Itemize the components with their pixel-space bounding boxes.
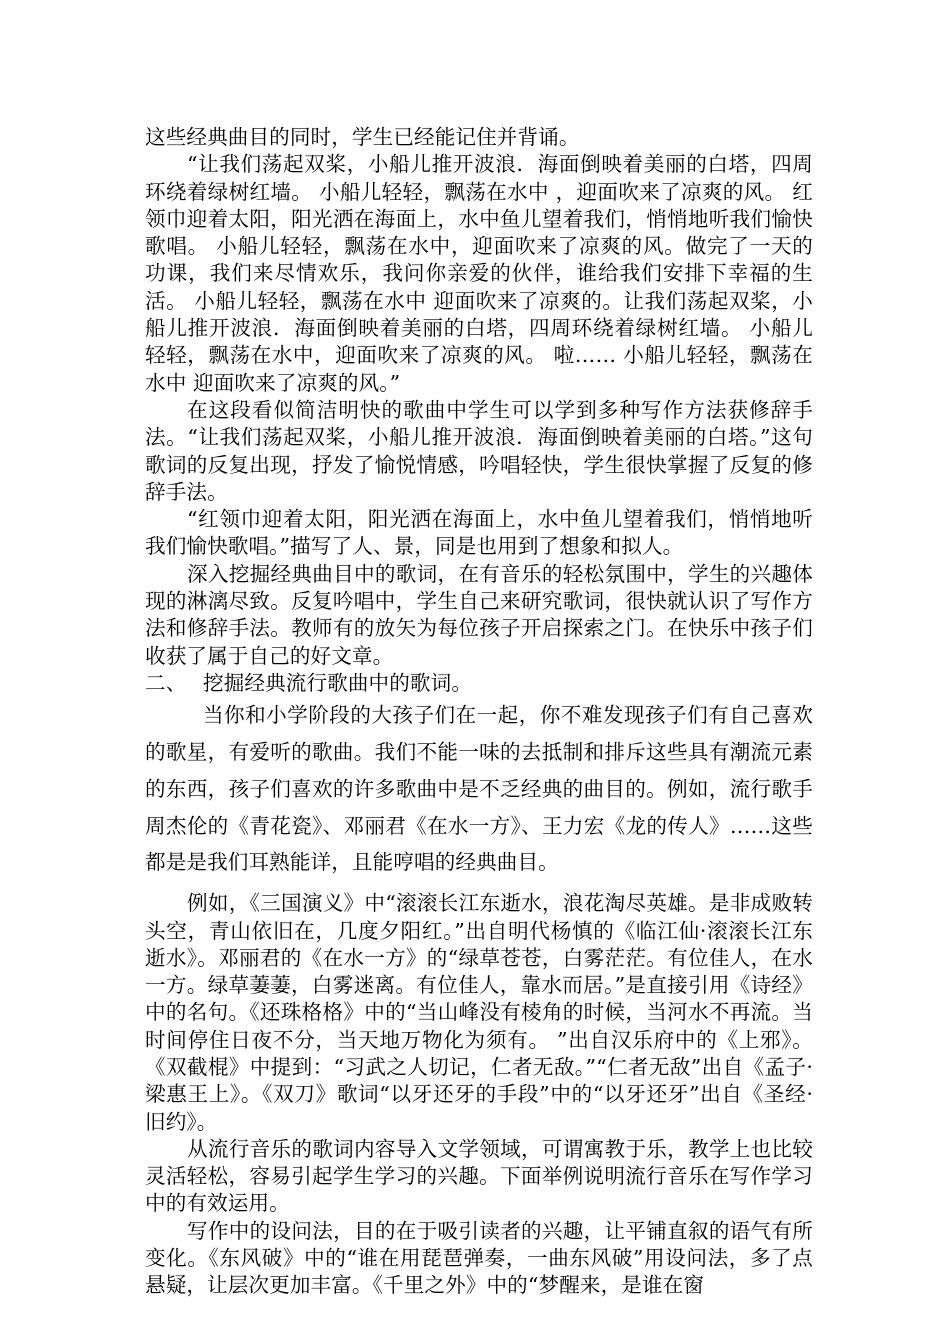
section-heading <box>145 670 813 697</box>
section-title: 挖掘经典流行歌曲中的歌词。 <box>203 670 473 695</box>
paragraph-examples: 例如，《三国演义》中“滚滚长江东逝水，浪花淘尽英雄。是非成败转头空，青山依旧在，几度夕阳红。”出自明代杨慎的《临江仙·滚滚长江东逝水》。邓丽君的《在水一方》的“绿草苍苍，白雾茫茫。有位佳人，在水一方。绿草萋萋，白雾迷离。有位佳人，靠水而居。”是直接引用《诗经》中的名句。《还珠格格》中的“当山峰没有棱角的时候，当河水不再流。当时间停住日夜不分，当天地万物化为须有。 ”出自汉乐府中的《上邪》。《双截棍》中提到：“习武之人切记，仁者无敌。”“仁者无敌”出自《孟子·梁惠王上》。《双刀》歌词“以牙还牙的手段”中的“以牙还牙”出自《圣经·旧约》。 <box>145 891 813 1134</box>
paragraph-continuation: 这些经典曲目的同时，学生已经能记住并背诵。 <box>145 125 580 149</box>
paragraph-analysis-repetition: 在这段看似简洁明快的歌曲中学生可以学到多种写作方法获修辞手法。“让我们荡起双桨，小船儿推开波浪．海面倒映着美丽的白塔。”这句歌词的反复出现，抒发了愉悦情感，吟唱轻快，学生很快掌握了反复的修辞手法。 <box>145 397 813 504</box>
paragraph-song-lyrics: “让我们荡起双桨，小船儿推开波浪．海面倒映着美丽的白塔，四周环绕着绿树红墙。 小船儿轻轻，飘荡在水中 ，迎面吹来了凉爽的风。 红领巾迎着太阳，阳光洒在海面上，水中鱼儿望着我们，悄悄地听我们愉快歌唱。 小船儿轻轻，飘荡在水中，迎面吹来了凉爽的风。做完了一天的功课，我们来尽情欢乐，我问你亲爱的伙伴，谁给我们安排下幸福的生活。 小船儿轻轻，飘荡在水中 迎面吹来了凉爽的。让我们荡起双桨，小船儿推开波浪．海面倒映着美丽的白塔，四周环绕着绿树红墙。 小船儿轻轻，飘荡在水中，迎面吹来了凉爽的风。 啦…… 小船儿轻轻，飘荡在水中 迎面吹来了凉爽的风。” <box>145 152 813 395</box>
paragraph-summary: 深入挖掘经典曲目中的歌词，在有音乐的轻松氛围中，学生的兴趣体现的淋漓尽致。反复吟唱中，学生自己来研究歌词，很快就认识了写作方法和修辞手法。教师有的放矢为每位孩子开启探索之门。在快乐中孩子们收获了属于自己的好文章。 <box>145 561 813 668</box>
section-number: 二、 <box>145 670 187 695</box>
paragraph-analysis-personification: “红领巾迎着太阳，阳光洒在海面上，水中鱼儿望着我们，悄悄地听我们愉快歌唱。”描写了人、景，同是也用到了想象和拟人。 <box>145 507 813 559</box>
paragraph-rhetorical-question: 写作中的设问法，目的在于吸引读者的兴趣，让平铺直叙的语气有所变化。《东风破》中的“谁在用琵琶弹奏，一曲东风破”用设问法，多了点悬疑，让层次更加丰富。《千里之外》中的“梦醒来，是谁在窗 <box>145 1218 813 1298</box>
document-page <box>145 124 813 1300</box>
paragraph-teaching: 从流行音乐的歌词内容导入文学领域，可谓寓教于乐，教学上也比较灵活轻松，容易引起学生学习的兴趣。下面举例说明流行音乐在写作学习中的有效运用。 <box>145 1136 813 1216</box>
paragraph-popular-songs: 当你和小学阶段的大孩子们在一起，你不难发现孩子们有自己喜欢的歌星，有爱听的歌曲。我们不能一味的去抵制和排斥这些具有潮流元素的东西，孩子们喜欢的许多歌曲中是不乏经典的曲目的。例如，流行歌手周杰伦的《青花瓷》、邓丽君《在水一方》、王力宏《龙的传人》……这些都是是我们耳熟能详，且能哼唱的经典曲目。 <box>145 703 813 875</box>
